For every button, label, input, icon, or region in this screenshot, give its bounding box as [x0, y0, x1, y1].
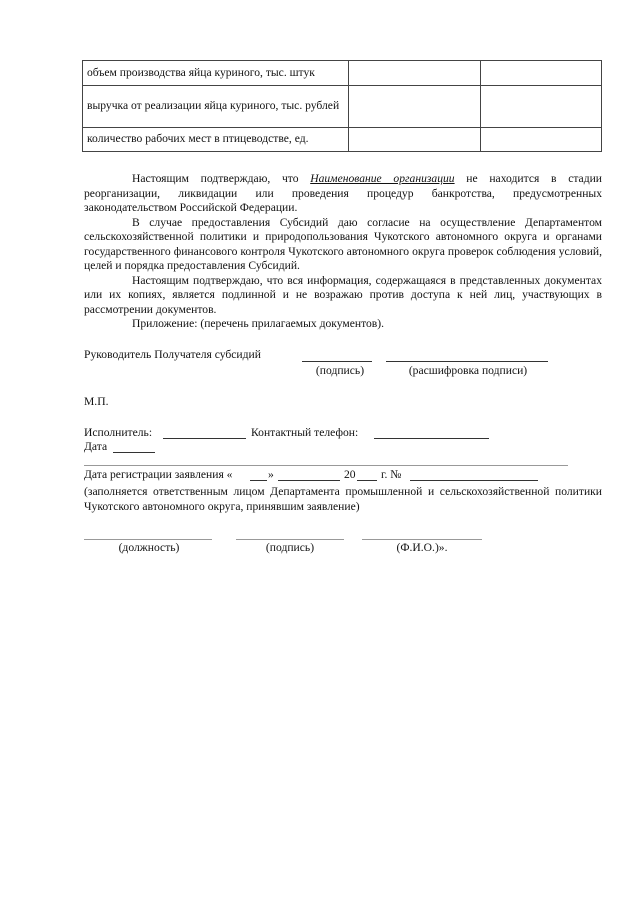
- table-row: [83, 128, 602, 152]
- registration-note: (заполняется ответственным лицом Департамента промышленной и сельскохозяйственной политики Чукотского автономного округа, принявшим заявление): [84, 485, 602, 513]
- position-line[interactable]: [84, 539, 212, 540]
- registration-number-line[interactable]: [410, 480, 538, 481]
- date-line[interactable]: [113, 452, 155, 453]
- table-cell-value[interactable]: [349, 86, 481, 128]
- table-cell-value[interactable]: [480, 128, 601, 152]
- registration-prefix: Дата регистрации заявления «: [84, 468, 233, 481]
- table-cell-value[interactable]: [480, 61, 601, 86]
- separator-line: [84, 465, 568, 466]
- registration-year: 20: [344, 468, 356, 481]
- table-cell-label: количество рабочих мест в птицеводстве, ед.: [83, 128, 349, 152]
- signature-caption: (подпись): [315, 364, 365, 377]
- registration-year-line[interactable]: [357, 480, 377, 481]
- attachment-paragraph: Приложение: (перечень прилагаемых документов).: [132, 317, 385, 330]
- phone-line[interactable]: [374, 438, 489, 439]
- head-label: Руководитель Получателя субсидий: [84, 348, 261, 361]
- decoding-caption: (расшифровка подписи): [408, 364, 528, 377]
- stamp-label: М.П.: [84, 395, 109, 408]
- table-row: [83, 61, 602, 86]
- registration-month-line[interactable]: [278, 480, 340, 481]
- table-cell-value[interactable]: [480, 86, 601, 128]
- decoding-line[interactable]: [386, 361, 548, 362]
- table-cell-label: выручка от реализации яйца куриного, тыс. рублей: [83, 86, 349, 128]
- name-line[interactable]: [362, 539, 482, 540]
- name-caption: (Ф.И.О.)».: [396, 541, 448, 554]
- indicators-table: [82, 60, 602, 152]
- registration-number-label: г. №: [381, 468, 402, 481]
- bottom-signature-line[interactable]: [236, 539, 344, 540]
- table-cell-value[interactable]: [349, 128, 481, 152]
- signature-line[interactable]: [302, 361, 372, 362]
- table-cell-value[interactable]: [349, 61, 481, 86]
- declaration-paragraph-3: Настоящим подтверждаю, что вся информация, содержащаяся в представленных документах или их копиях, является подлинной и не возражаю против доступа к ней лиц, участвующих в рассмотрении документов.: [84, 273, 602, 316]
- executor-label: Исполнитель:: [84, 426, 153, 439]
- organization-name-placeholder: Наименование организации: [310, 172, 455, 185]
- registration-mid: »: [268, 468, 274, 481]
- declaration-paragraph-1: Настоящим подтверждаю, что Наименование организации не находится в стадии реорганизации, ликвидации или проведения процедур банкротства, предусмотренных законодательством Российской Федерации.: [84, 172, 602, 214]
- registration-day-line[interactable]: [250, 480, 267, 481]
- table-row: [83, 86, 602, 128]
- bottom-signature-caption: (подпись): [265, 541, 315, 554]
- position-caption: (должность): [118, 541, 180, 554]
- table-cell-label: объем производства яйца куриного, тыс. штук: [83, 61, 349, 86]
- declaration-paragraph-2: В случае предоставления Субсидий даю согласие на осуществление Департаментом сельскохозяйственной политики и природопользования Чукотского автономного округа и органами государственного финансового контроля Чукотского автономного округа проверок соблюдения условий, целей и порядка предоставления Субсидий.: [84, 215, 602, 272]
- date-label: Дата: [84, 440, 108, 453]
- phone-label: Контактный телефон:: [251, 426, 359, 439]
- executor-line[interactable]: [163, 438, 246, 439]
- declaration-text: [84, 172, 602, 332]
